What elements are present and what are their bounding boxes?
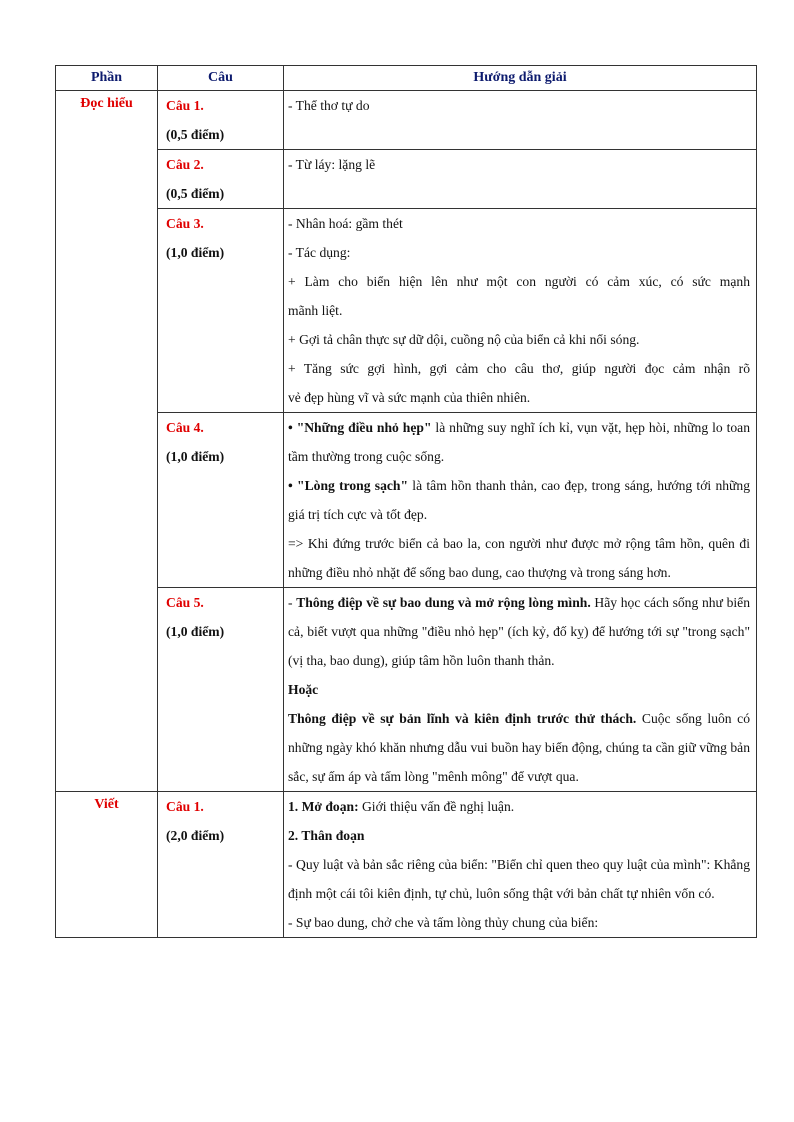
term-bold: • "Lòng trong sạch": [288, 478, 409, 493]
header-part: Phần: [56, 66, 158, 91]
term-bold: • "Những điều nhỏ hẹp": [288, 420, 432, 435]
guide-line: + Làm cho biển hiện lên như một con người có cảm xúc, có sức mạnh: [288, 274, 750, 289]
guide-paragraph: [288, 471, 750, 529]
question-cell: [158, 413, 284, 588]
guide-line: - Nhân hoá: gầm thét: [288, 216, 403, 231]
message-body: Hãy học cách sống như biển cả, biết vượt qua những "điều nhỏ hẹp" (ích kỷ, đố kỵ) để hướng tới sự "trong sạch" (vị tha, bao dung), giúp tâm hồn luôn thanh thản.: [288, 595, 750, 668]
guide-line: + Tăng sức gợi hình, gợi cảm cho câu thơ, giúp người đọc cảm nhận rõ: [288, 361, 750, 376]
question-label: Câu 4.: [166, 420, 204, 435]
question-cell: [158, 150, 284, 209]
part-viet: Viết: [56, 792, 158, 938]
question-score: (0,5 điểm): [166, 186, 225, 201]
term-definition: là những suy nghĩ ích kỉ, vụn vặt, hẹp hòi, những lo toan tầm thường trong cuộc sống.: [288, 420, 750, 464]
guide-cell: [284, 413, 757, 588]
guide-paragraph: - Sự bao dung, chở che và tấm lòng thủy chung của biển:: [288, 915, 599, 930]
message-title: Thông điệp về sự bao dung và mở rộng lòng mình.: [296, 595, 591, 610]
table-row: [56, 150, 757, 209]
question-cell: [158, 792, 284, 938]
guide-line: vẻ đẹp hùng vĩ và sức mạnh của thiên nhiên.: [288, 390, 531, 405]
term-definition: là tâm hồn thanh thản, cao đẹp, trong sáng, hướng tới những giá trị tích cực và tốt đẹp.: [288, 478, 750, 522]
guide-line: - Thể thơ tự do: [288, 98, 370, 113]
message-title: Thông điệp về sự bản lĩnh và kiên định trước thử thách.: [288, 711, 637, 726]
guide-cell: [284, 150, 757, 209]
guide-cell: [284, 91, 757, 150]
question-label: Câu 3.: [166, 216, 204, 231]
question-cell: [158, 91, 284, 150]
question-cell: [158, 209, 284, 413]
guide-line: - Tác dụng:: [288, 245, 351, 260]
guide-paragraph: [288, 704, 750, 791]
answer-guide-table: [55, 65, 757, 938]
question-label: Câu 1.: [166, 799, 204, 814]
question-cell: [158, 588, 284, 792]
table-row: [56, 91, 757, 150]
guide-paragraph: - Quy luật và bản sắc riêng của biển: "Biển chỉ quen theo quy luật của mình": Khẳng định một cái tôi kiên định, tự chủ, luôn sống thật với bản chất tự nhiên vốn có.: [288, 857, 750, 901]
table-row: [56, 588, 757, 792]
guide-line: mãnh liệt.: [288, 303, 343, 318]
guide-paragraph: [288, 413, 750, 471]
table-row: [56, 792, 757, 938]
header-row: [56, 66, 757, 91]
question-label: Câu 2.: [166, 157, 204, 172]
question-score: (1,0 điểm): [166, 624, 225, 639]
section-heading: 1. Mở đoạn:: [288, 799, 359, 814]
dash: -: [288, 595, 297, 610]
question-score: (1,0 điểm): [166, 449, 225, 464]
or-label: Hoặc: [288, 682, 319, 697]
header-question: Câu: [158, 66, 284, 91]
guide-cell: [284, 209, 757, 413]
guide-paragraph: [288, 588, 750, 675]
question-score: (1,0 điểm): [166, 245, 225, 260]
table-row: [56, 413, 757, 588]
question-label: Câu 1.: [166, 98, 204, 113]
guide-cell: [284, 792, 757, 938]
guide-line: - Từ láy: lặng lẽ: [288, 157, 376, 172]
section-heading: 2. Thân đoạn: [288, 828, 365, 843]
question-label: Câu 5.: [166, 595, 204, 610]
guide-paragraph: [288, 792, 750, 821]
section-text: Giới thiệu vấn đề nghị luận.: [358, 799, 515, 814]
question-score: (2,0 điểm): [166, 828, 225, 843]
guide-paragraph: => Khi đứng trước biển cả bao la, con người như được mở rộng tâm hồn, quên đi những điều nhỏ nhặt để sống bao dung, cao thượng và trong sáng hơn.: [288, 536, 750, 580]
question-score: (0,5 điểm): [166, 127, 225, 142]
guide-line: + Gợi tả chân thực sự dữ dội, cuồng nộ của biển cả khi nổi sóng.: [288, 332, 640, 347]
header-guide: Hướng dẫn giải: [284, 66, 757, 91]
table-row: [56, 209, 757, 413]
guide-cell: [284, 588, 757, 792]
part-doc-hieu: Đọc hiểu: [56, 91, 158, 792]
message-body: Cuộc sống luôn có những ngày khó khăn nhưng dẫu vui buồn hay biến động, chúng ta cần giữ vững bản sắc, sự ấm áp và tấm lòng "mênh mông" để vượt qua.: [288, 711, 750, 784]
